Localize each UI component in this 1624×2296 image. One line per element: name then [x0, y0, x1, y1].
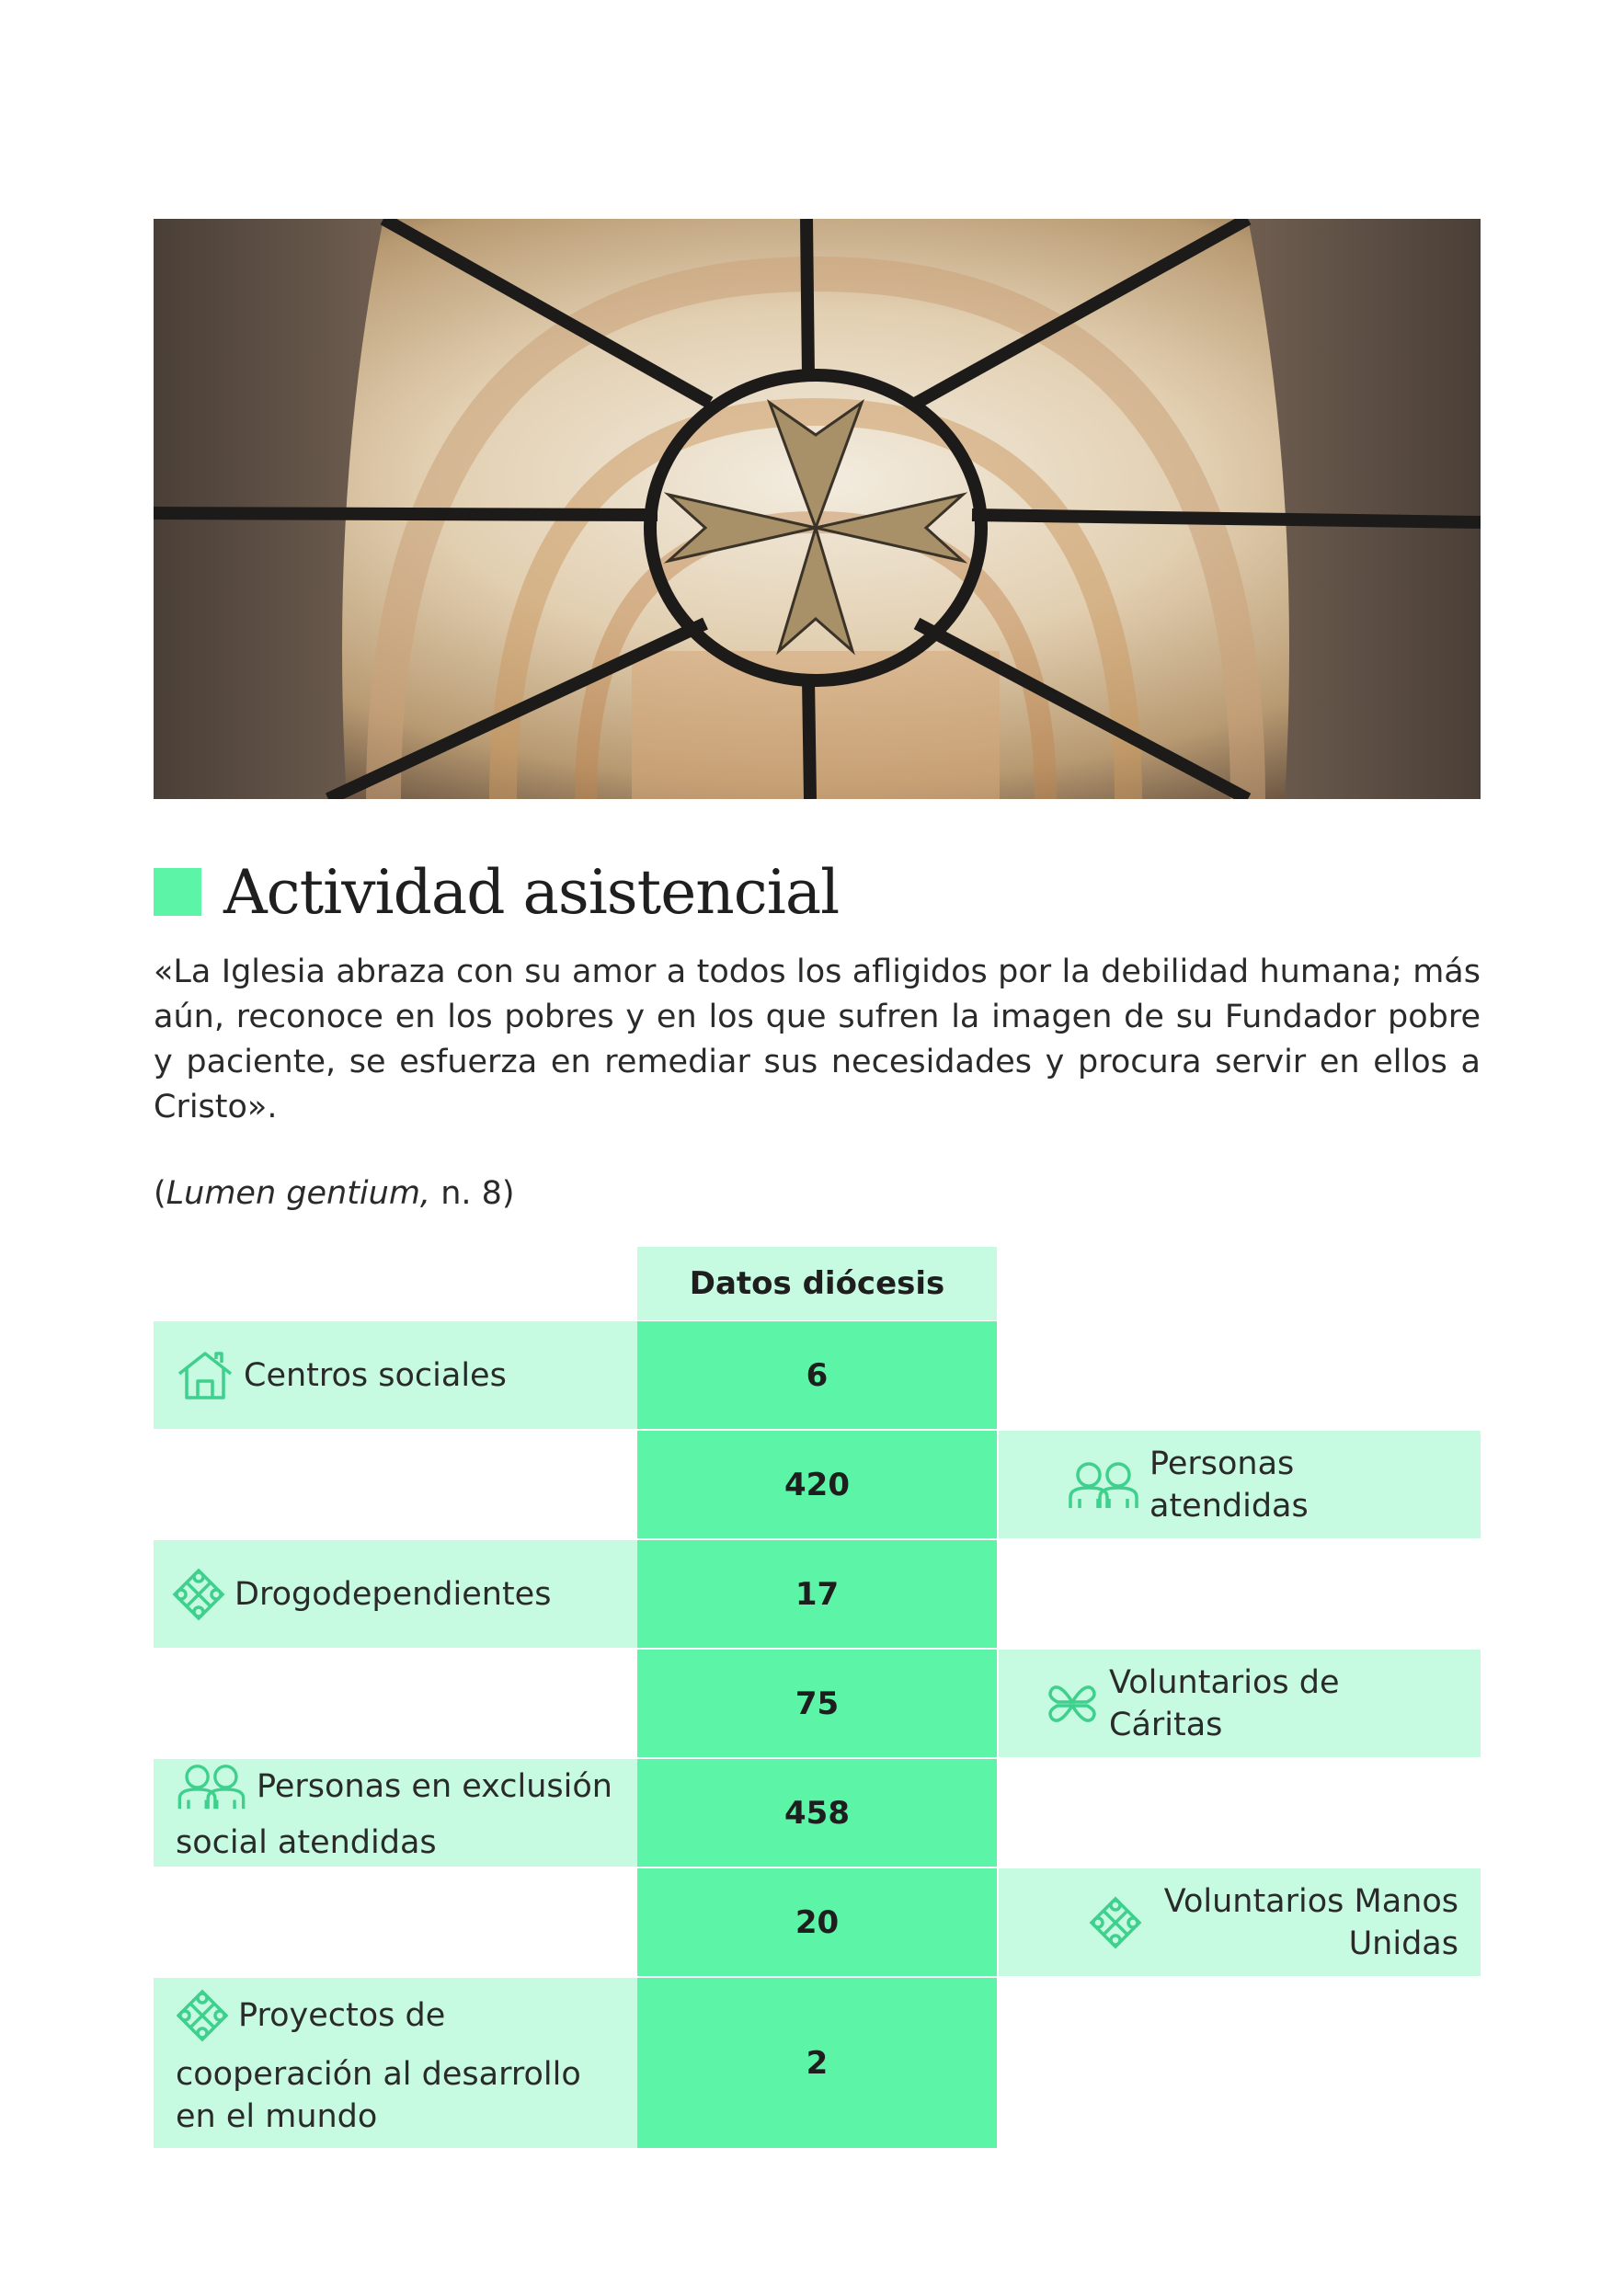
- section-heading: [154, 855, 839, 929]
- row-value-centros-sociales: 6: [637, 1321, 997, 1429]
- hero-photo: [154, 219, 1481, 799]
- row-label-line: Unidas: [1348, 1925, 1458, 1962]
- section-title: Actividad asistencial: [223, 856, 840, 928]
- row-value-proyectos-cooperacion: 2: [637, 1978, 997, 2148]
- row-value-drogodependientes: 17: [637, 1540, 997, 1648]
- knot-icon: [172, 1568, 225, 1621]
- row-label-line: social atendidas: [176, 1823, 437, 1861]
- row-label-proyectos-cooperacion: [154, 1978, 637, 2148]
- row-label-line: Personas en exclusión: [257, 1767, 612, 1805]
- row-label-personas-atendidas: [999, 1431, 1481, 1538]
- row-label-line: cooperación al desarrollo: [176, 2055, 581, 2093]
- knot-icon: [1089, 1896, 1142, 1949]
- title-square-marker: [154, 868, 201, 916]
- row-label-line: Proyectos de: [238, 1996, 446, 2034]
- row-label-voluntarios-manos-unidas: [999, 1868, 1481, 1976]
- citation-source-number: n. 8): [430, 1175, 515, 1212]
- row-label-centros-sociales: [154, 1321, 637, 1429]
- row-label-text: Voluntarios de Cáritas: [1109, 1663, 1340, 1743]
- church-window-grille-image: [154, 219, 1481, 799]
- row-label-drogodependientes: [154, 1540, 637, 1648]
- row-label-line: Voluntarios Manos: [1163, 1882, 1458, 1920]
- column-header-datos-diocesis: Datos diócesis: [637, 1247, 997, 1320]
- house-icon: [176, 1350, 234, 1401]
- citation-source-title: Lumen gentium,: [166, 1175, 431, 1212]
- row-label-text: Personas atendidas: [1149, 1445, 1309, 1525]
- people-icon: [176, 1763, 247, 1811]
- row-value-voluntarios-caritas: 75: [637, 1650, 997, 1757]
- knot-icon: [176, 1989, 229, 2042]
- row-label-text: Centros sociales: [244, 1356, 507, 1394]
- quote-text: «La Iglesia abraza con su amor a todos los afligidos por la debilidad humana; más aún, reconoce en los pobres y en los que sufren la imagen de su Fundador pobre y paciente, se esfuerza en remediar sus necesidades y procura servir en ellos a Cristo».: [154, 954, 1481, 1125]
- row-label-voluntarios-caritas: [999, 1650, 1481, 1757]
- citation: [154, 1175, 515, 1212]
- row-value-personas-atendidas: 420: [637, 1431, 997, 1538]
- people-icon: [1067, 1460, 1140, 1510]
- row-label-text: Drogodependientes: [234, 1575, 552, 1613]
- citation-open-paren: (: [154, 1175, 166, 1212]
- row-label-personas-exclusion: [154, 1759, 637, 1867]
- row-value-personas-exclusion: 458: [637, 1759, 997, 1867]
- row-label-line: en el mundo: [176, 2097, 378, 2135]
- heart-cross-icon: [1045, 1676, 1100, 1731]
- row-value-voluntarios-manos-unidas: 20: [637, 1868, 997, 1976]
